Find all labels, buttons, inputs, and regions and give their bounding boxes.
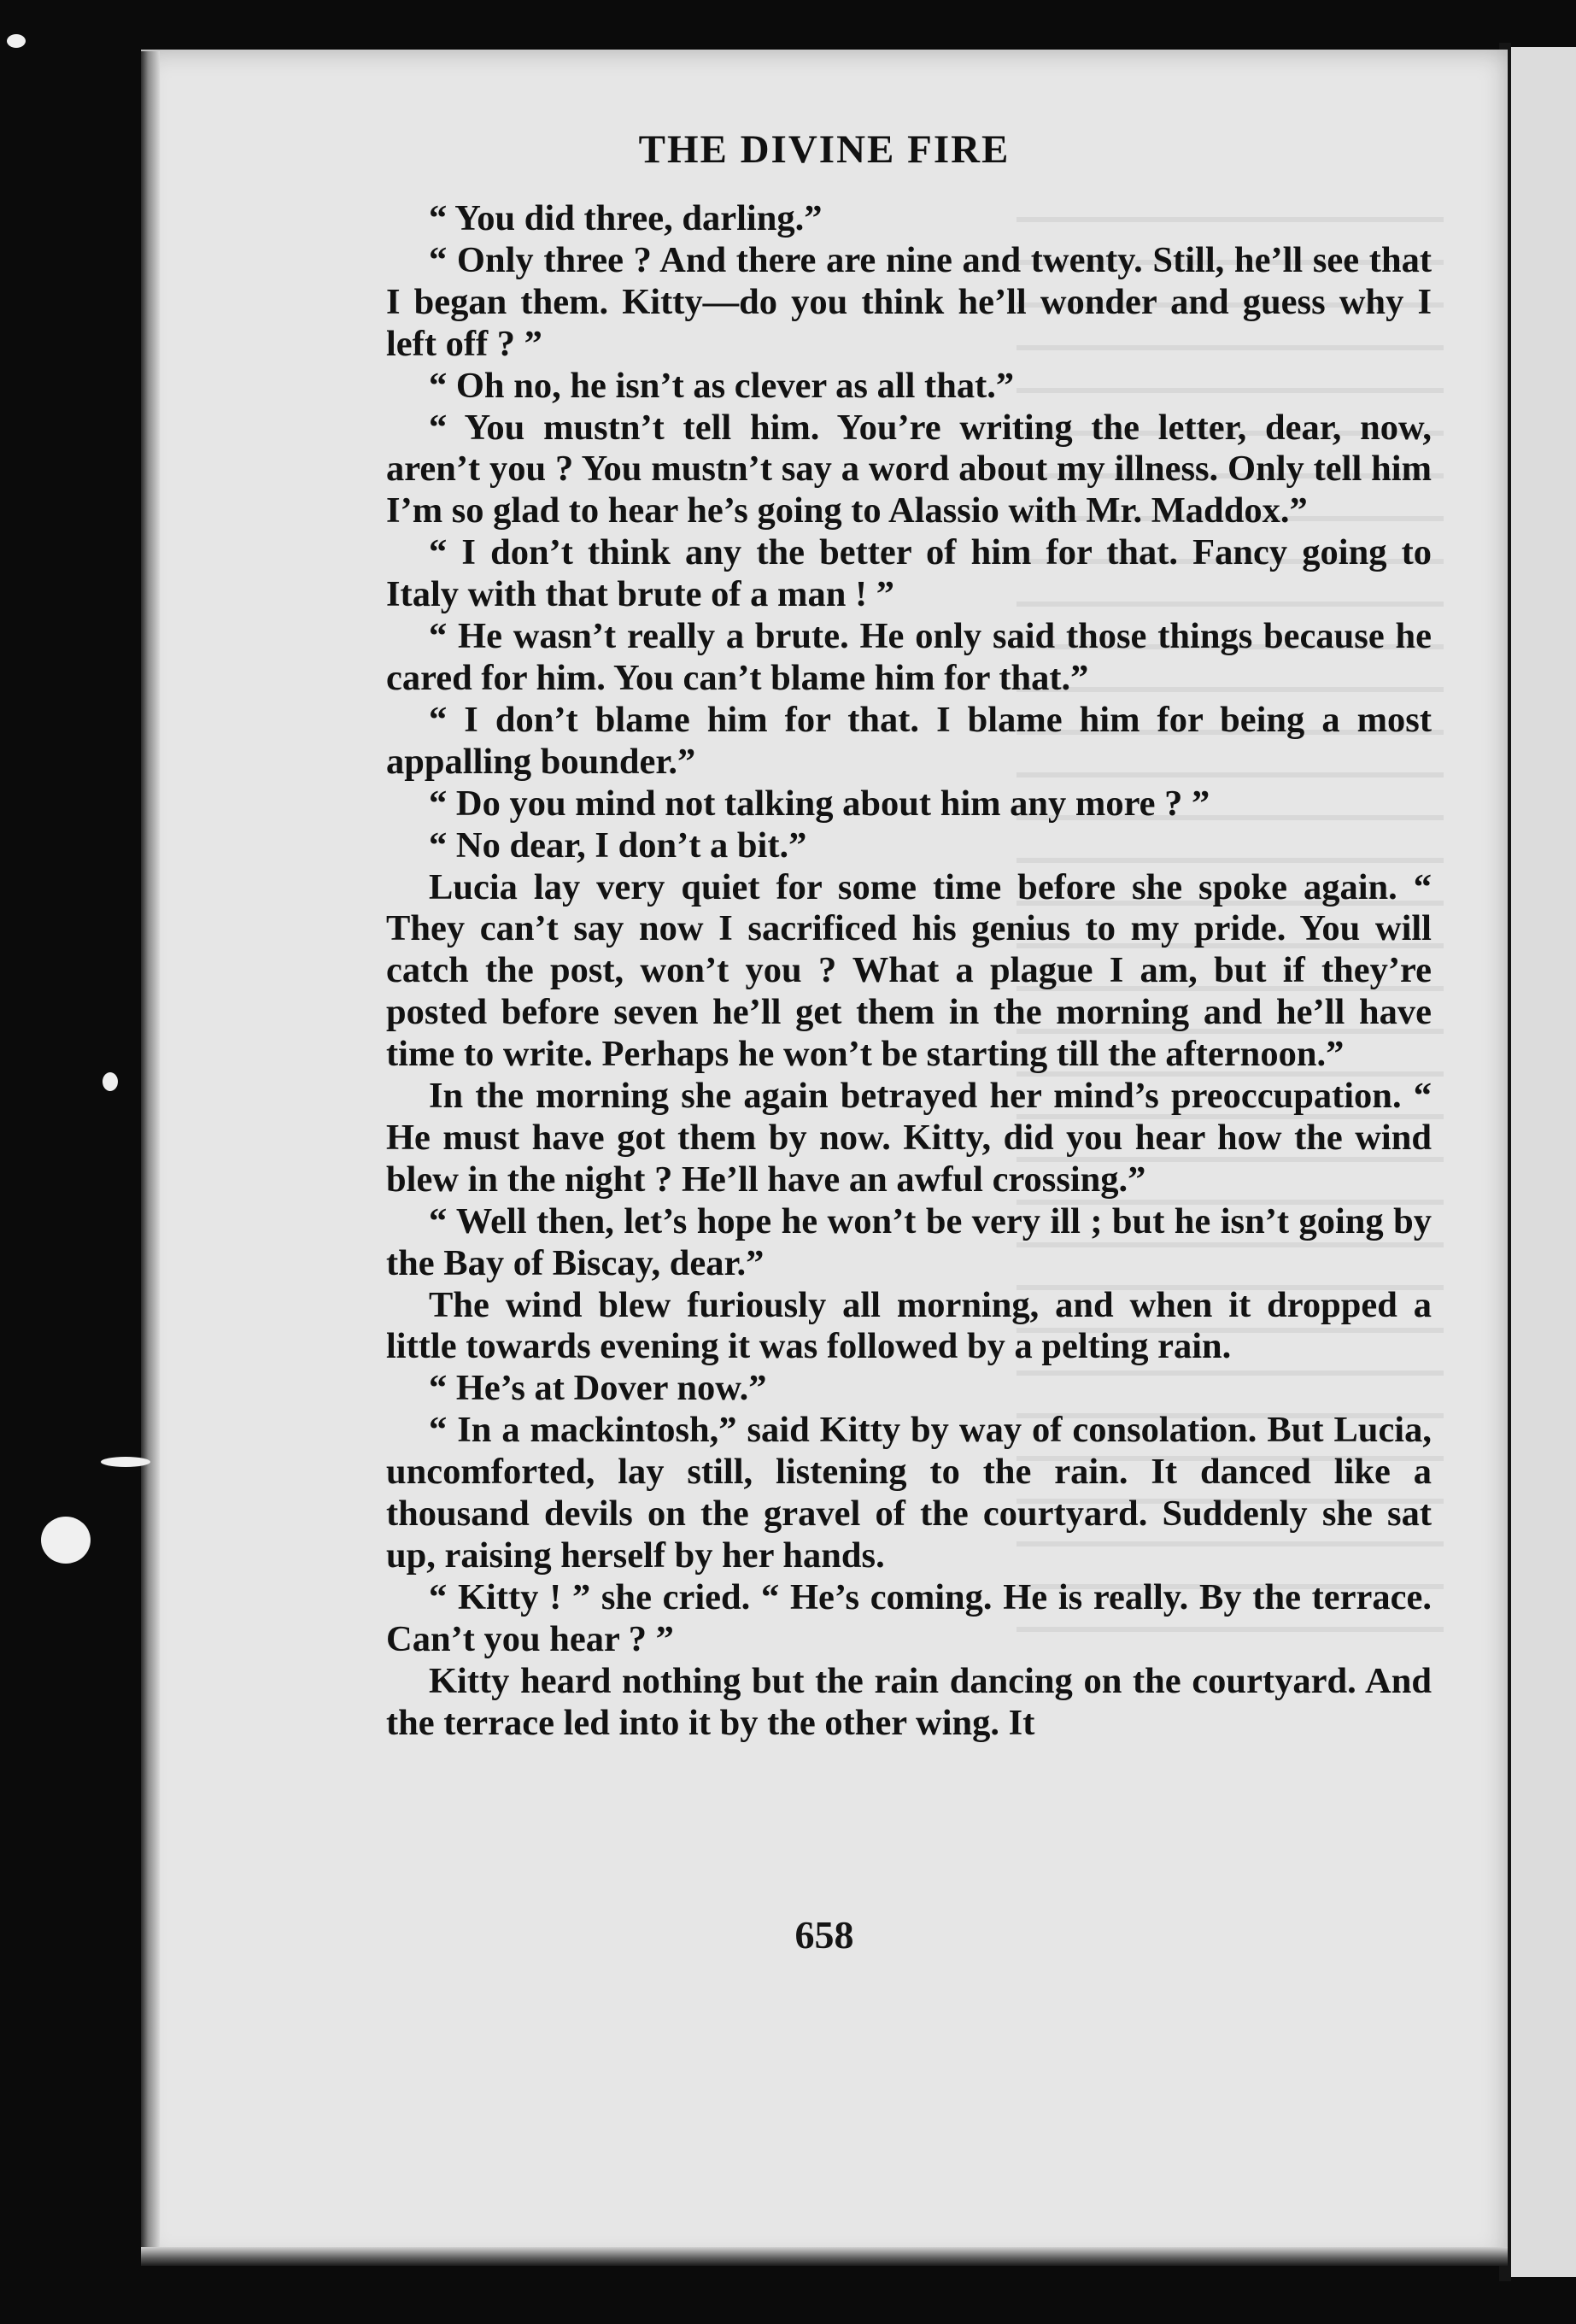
paragraph: “ I don’t think any the better of him for that. Fancy going to Italy with that brute of a man ! ”	[386, 532, 1432, 615]
running-head: THE DIVINE FIRE	[638, 127, 1011, 172]
paragraph: “ I don’t blame him for that. I blame him for being a most appalling bounder.”	[386, 699, 1432, 782]
page-number: 658	[794, 1913, 854, 1957]
paragraph: “ Do you mind not talking about him any more ? ”	[429, 783, 1210, 824]
page-bottom-edge	[141, 2247, 1508, 2266]
paragraph: “ You did three, darling.”	[429, 198, 823, 238]
paragraph: “ Oh no, he isn’t as clever as all that.”	[429, 365, 1015, 406]
body-text	[386, 198, 1432, 1745]
scan-speck	[103, 1072, 118, 1091]
paragraph: Lucia lay very quiet for some time before she spoke again. “ They can’t say now I sacrificed his genius to my pride. You will catch the post, won’t you ? What a plague I am, but if they’re posted before seven he’ll get them in the morning and he’ll have time to write. Perhaps he won’t be starting till the afternoon.”	[386, 866, 1432, 1075]
paragraph: “ No dear, I don’t a bit.”	[429, 825, 807, 866]
paragraph: “ Only three ? And there are nine and twenty. Still, he’ll see that I began them. Kitty—do you think he’ll wonder and guess why I left off ? ”	[386, 239, 1432, 364]
scan-speck	[41, 1517, 91, 1564]
paragraph: “ Kitty ! ” she cried. “ He’s coming. He is really. By the terrace. Can’t you hear ? ”	[386, 1576, 1432, 1659]
facing-page-edge	[1511, 47, 1576, 2277]
scan-speck	[7, 34, 26, 48]
paragraph: “ In a mackintosh,” said Kitty by way of consolation. But Lucia, uncomforted, lay still, listening to the rain. It danced like a thousand devils on the gravel of the courtyard. Suddenly she sat up, raising herself by her hands.	[386, 1410, 1432, 1576]
paragraph: “ You mustn’t tell him. You’re writing the letter, dear, now, aren’t you ? You mustn’t say a word about my illness. Only tell him I’m so glad to hear he’s going to Alassio with Mr. Maddox.”	[386, 407, 1432, 531]
paragraph: “ He wasn’t really a brute. He only said those things because he cared for him. You can’t blame him for that.”	[386, 616, 1432, 698]
paragraph: Kitty heard nothing but the rain dancing on the courtyard. And the terrace led into it by the other wing. It	[386, 1660, 1432, 1743]
paragraph: In the morning she again betrayed her mind’s preoccupation. “ He must have got them by now. Kitty, did you hear how the wind blew in the night ? He’ll have an awful crossing.”	[386, 1076, 1432, 1200]
paragraph: “ He’s at Dover now.”	[429, 1368, 767, 1409]
paragraph: “ Well then, let’s hope he won’t be very ill ; but he isn’t going by the Bay of Biscay, dear.”	[386, 1200, 1432, 1283]
paragraph: The wind blew furiously all morning, and when it dropped a little towards evening it was followed by a pelting rain.	[386, 1284, 1432, 1367]
scan-speck	[101, 1457, 150, 1467]
